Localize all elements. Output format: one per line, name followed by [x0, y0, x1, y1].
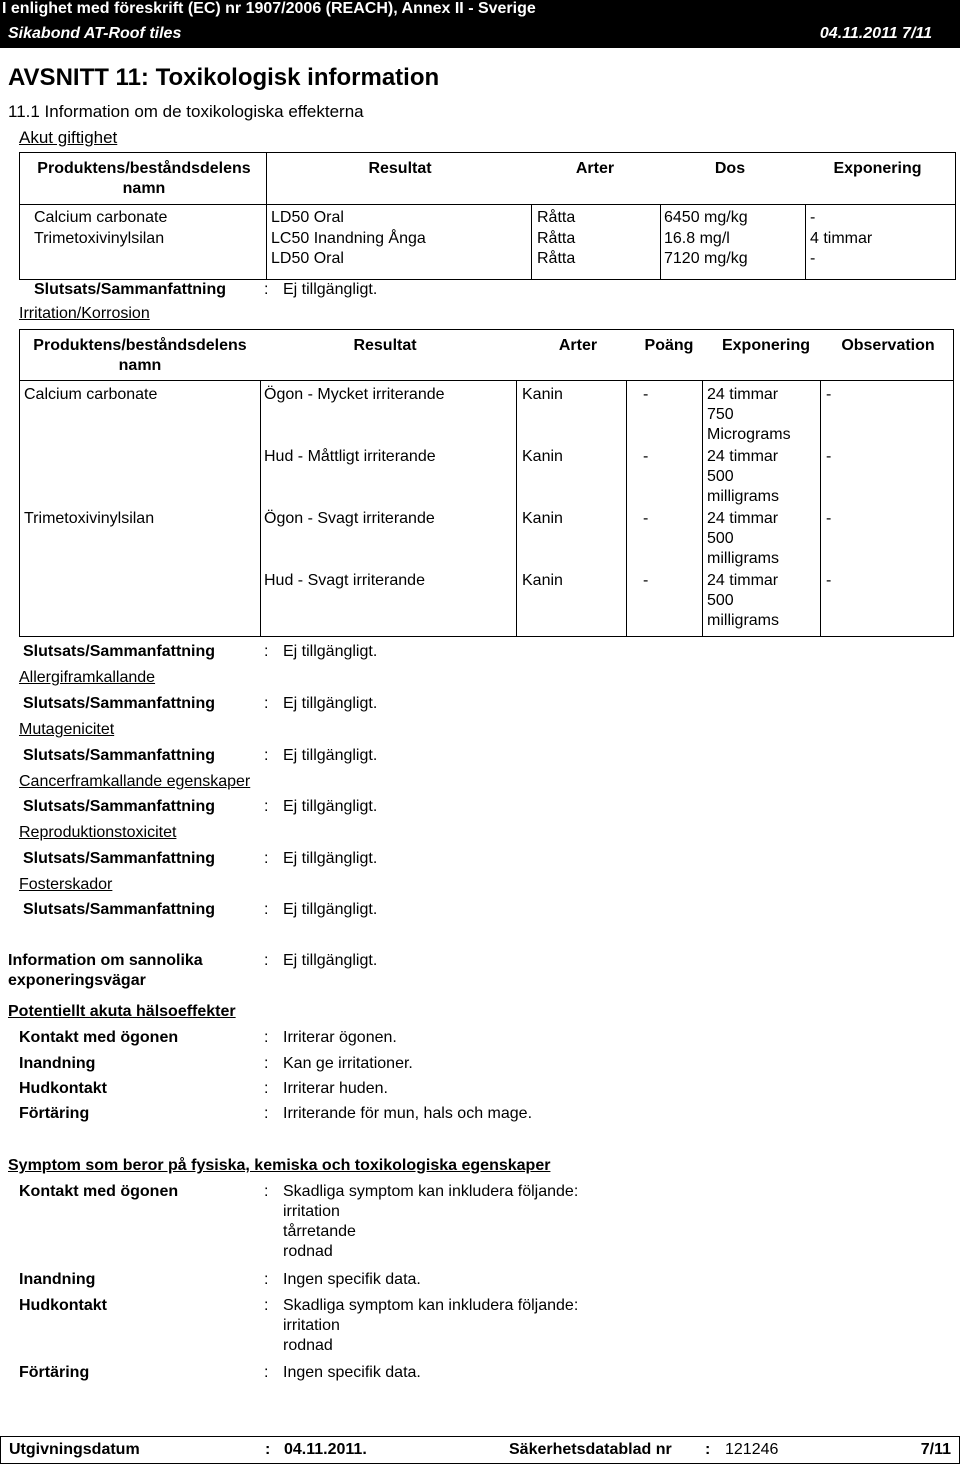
acute-row-species: Råtta — [537, 230, 576, 247]
fetal-damage-summary-label: Slutsats/Sammanfattning — [23, 901, 216, 918]
irritation-col-exposure: Exponering — [721, 337, 810, 354]
irritation-row-score: - — [643, 448, 649, 465]
mutagenicity-summary-label: Slutsats/Sammanfattning — [23, 747, 216, 764]
footer-bar — [0, 1436, 960, 1464]
colon: : — [264, 952, 269, 969]
irritation-row-result: Ögon - Svagt irriterande — [264, 510, 435, 527]
irritation-row-exposure: 24 timmar 750 Micrograms — [707, 386, 791, 443]
allergy-heading: Allergiframkallande — [19, 669, 156, 686]
irritation-row-exposure: 24 timmar 500 milligrams — [707, 572, 779, 629]
acute-row-dose: 6450 mg/kg — [664, 209, 748, 226]
effect-value: Irriterar ögonen. — [283, 1029, 397, 1046]
colon: : — [264, 850, 269, 867]
page-number: 7/11 — [920, 1441, 951, 1458]
sds-number-value: 121246 — [725, 1441, 779, 1458]
colon: : — [264, 643, 269, 660]
irritation-row-score: - — [643, 572, 649, 589]
symptoms-heading: Symptom som beror på fysiska, kemiska och toxikologiska egenskaper — [8, 1157, 551, 1174]
colon: : — [264, 1105, 269, 1122]
acute-summary-label: Slutsats/Sammanfattning — [34, 281, 227, 298]
irritation-row-name: Trimetoxivinylsilan — [24, 510, 155, 527]
acute-col-dose: Dos — [714, 160, 746, 177]
product-name: Sikabond AT-Roof tiles — [8, 25, 182, 42]
irritation-summary-label: Slutsats/Sammanfattning — [23, 643, 216, 660]
irritation-row-observation: - — [826, 572, 832, 589]
mutagenicity-summary-value: Ej tillgängligt. — [283, 747, 378, 764]
colon: : — [265, 1441, 271, 1458]
effect-label: Kontakt med ögonen — [19, 1029, 179, 1046]
acute-row-result: LC50 Inandning Ånga — [271, 230, 426, 247]
symptom-value: Skadliga symptom kan inkludera följande: irritation tårretande rodnad — [283, 1183, 579, 1260]
fetal-damage-heading: Fosterskador — [19, 876, 113, 893]
carcinogenicity-summary-label: Slutsats/Sammanfattning — [23, 798, 216, 815]
irritation-col-species: Arter — [558, 337, 598, 354]
symptom-label: Förtäring — [19, 1364, 90, 1381]
colon: : — [264, 1029, 269, 1046]
colon: : — [264, 1080, 269, 1097]
acute-row-species: Råtta — [537, 250, 576, 267]
product-header-bar — [0, 20, 960, 48]
irritation-row-result: Hud - Svagt irriterande — [264, 572, 425, 589]
acute-row-dose: 7120 mg/kg — [664, 250, 748, 267]
colon: : — [264, 281, 269, 298]
acute-summary-value: Ej tillgängligt. — [283, 281, 378, 298]
irritation-row-species: Kanin — [522, 572, 563, 589]
irritation-row-observation: - — [826, 448, 832, 465]
acute-col-name: Produktens/beståndsdelens namn — [37, 160, 251, 197]
acute-row-exposure: - — [810, 209, 816, 226]
mutagenicity-heading: Mutagenicitet — [19, 721, 115, 738]
effect-value: Irriterande för mun, hals och mage. — [283, 1105, 533, 1122]
colon: : — [705, 1441, 711, 1458]
symptom-value: Ingen specifik data. — [283, 1271, 421, 1288]
acute-row-exposure: - — [810, 250, 816, 267]
section-title: AVSNITT 11: Toxikologisk information — [8, 64, 440, 91]
irritation-row-result: Hud - Måttligt irriterande — [264, 448, 436, 465]
irritation-row-observation: - — [826, 510, 832, 527]
effect-label: Inandning — [19, 1055, 96, 1072]
colon: : — [264, 747, 269, 764]
reproductive-summary-value: Ej tillgängligt. — [283, 850, 378, 867]
irritation-row-score: - — [643, 386, 649, 403]
acute-row-species: Råtta — [537, 209, 576, 226]
irritation-row-observation: - — [826, 386, 832, 403]
colon: : — [264, 798, 269, 815]
exposure-routes-value: Ej tillgängligt. — [283, 952, 378, 969]
acute-row-name: Calcium carbonate — [34, 209, 168, 226]
irritation-row-name: Calcium carbonate — [24, 386, 158, 403]
irritation-row-species: Kanin — [522, 510, 563, 527]
irritation-row-result: Ögon - Mycket irriterande — [264, 386, 445, 403]
symptom-label: Kontakt med ögonen — [19, 1183, 179, 1200]
exposure-routes-label: Information om sannolika exponeringsvägar — [8, 952, 203, 989]
irritation-row-species: Kanin — [522, 386, 563, 403]
acute-col-exposure: Exponering — [833, 160, 922, 177]
acute-row-exposure: 4 timmar — [810, 230, 873, 247]
acute-toxicity-heading: Akut giftighet — [19, 128, 118, 147]
effect-label: Förtäring — [19, 1105, 90, 1122]
carcinogenicity-summary-value: Ej tillgängligt. — [283, 798, 378, 815]
colon: : — [264, 1183, 269, 1200]
effect-label: Hudkontakt — [19, 1080, 107, 1097]
colon: : — [264, 1297, 269, 1314]
acute-row-dose: 16.8 mg/l — [664, 230, 730, 247]
section-subtitle: 11.1 Information om de toxikologiska effekterna — [8, 102, 364, 121]
irritation-row-species: Kanin — [522, 448, 563, 465]
irritation-row-exposure: 24 timmar 500 milligrams — [707, 510, 779, 567]
irritation-col-name: Produktens/beståndsdelens namn — [33, 337, 247, 374]
acute-effects-heading: Potentiellt akuta hälsoeffekter — [8, 1003, 236, 1020]
symptom-value: Skadliga symptom kan inkludera följande: irritation rodnad — [283, 1297, 579, 1354]
sds-number-label: Säkerhetsdatablad nr — [509, 1441, 672, 1458]
irritation-heading: Irritation/Korrosion — [19, 305, 150, 322]
irritation-row-exposure: 24 timmar 500 milligrams — [707, 448, 779, 505]
document-regulation-title: I enlighet med föreskrift (EC) nr 1907/2006 (REACH), Annex II - Sverige — [0, 0, 960, 20]
acute-col-result: Resultat — [368, 160, 432, 177]
acute-row-name: Trimetoxivinylsilan — [34, 230, 165, 247]
symptom-label: Hudkontakt — [19, 1297, 107, 1314]
colon: : — [264, 1271, 269, 1288]
colon: : — [264, 695, 269, 712]
reproductive-summary-label: Slutsats/Sammanfattning — [23, 850, 216, 867]
reproductive-toxicity-heading: Reproduktionstoxicitet — [19, 824, 177, 841]
carcinogenicity-heading: Cancerframkallande egenskaper — [19, 773, 251, 790]
colon: : — [264, 1055, 269, 1072]
symptom-value: Ingen specifik data. — [283, 1364, 421, 1381]
colon: : — [264, 1364, 269, 1381]
allergy-summary-label: Slutsats/Sammanfattning — [23, 695, 216, 712]
issue-date-value: 04.11.2011. — [284, 1441, 367, 1458]
date-page: 04.11.2011 7/11 — [819, 25, 932, 42]
effect-value: Irriterar huden. — [283, 1080, 388, 1097]
irritation-col-observation: Observation — [841, 337, 935, 354]
colon: : — [264, 901, 269, 918]
fetal-damage-summary-value: Ej tillgängligt. — [283, 901, 378, 918]
acute-col-species: Arter — [575, 160, 615, 177]
issue-date-label: Utgivningsdatum — [9, 1441, 140, 1458]
symptom-label: Inandning — [19, 1271, 96, 1288]
acute-row-result: LD50 Oral — [271, 250, 344, 267]
irritation-col-score: Poäng — [644, 337, 694, 354]
irritation-summary-value: Ej tillgängligt. — [283, 643, 378, 660]
irritation-col-result: Resultat — [353, 337, 417, 354]
effect-value: Kan ge irritationer. — [283, 1055, 413, 1072]
irritation-row-score: - — [643, 510, 649, 527]
acute-row-result: LD50 Oral — [271, 209, 344, 226]
allergy-summary-value: Ej tillgängligt. — [283, 695, 378, 712]
